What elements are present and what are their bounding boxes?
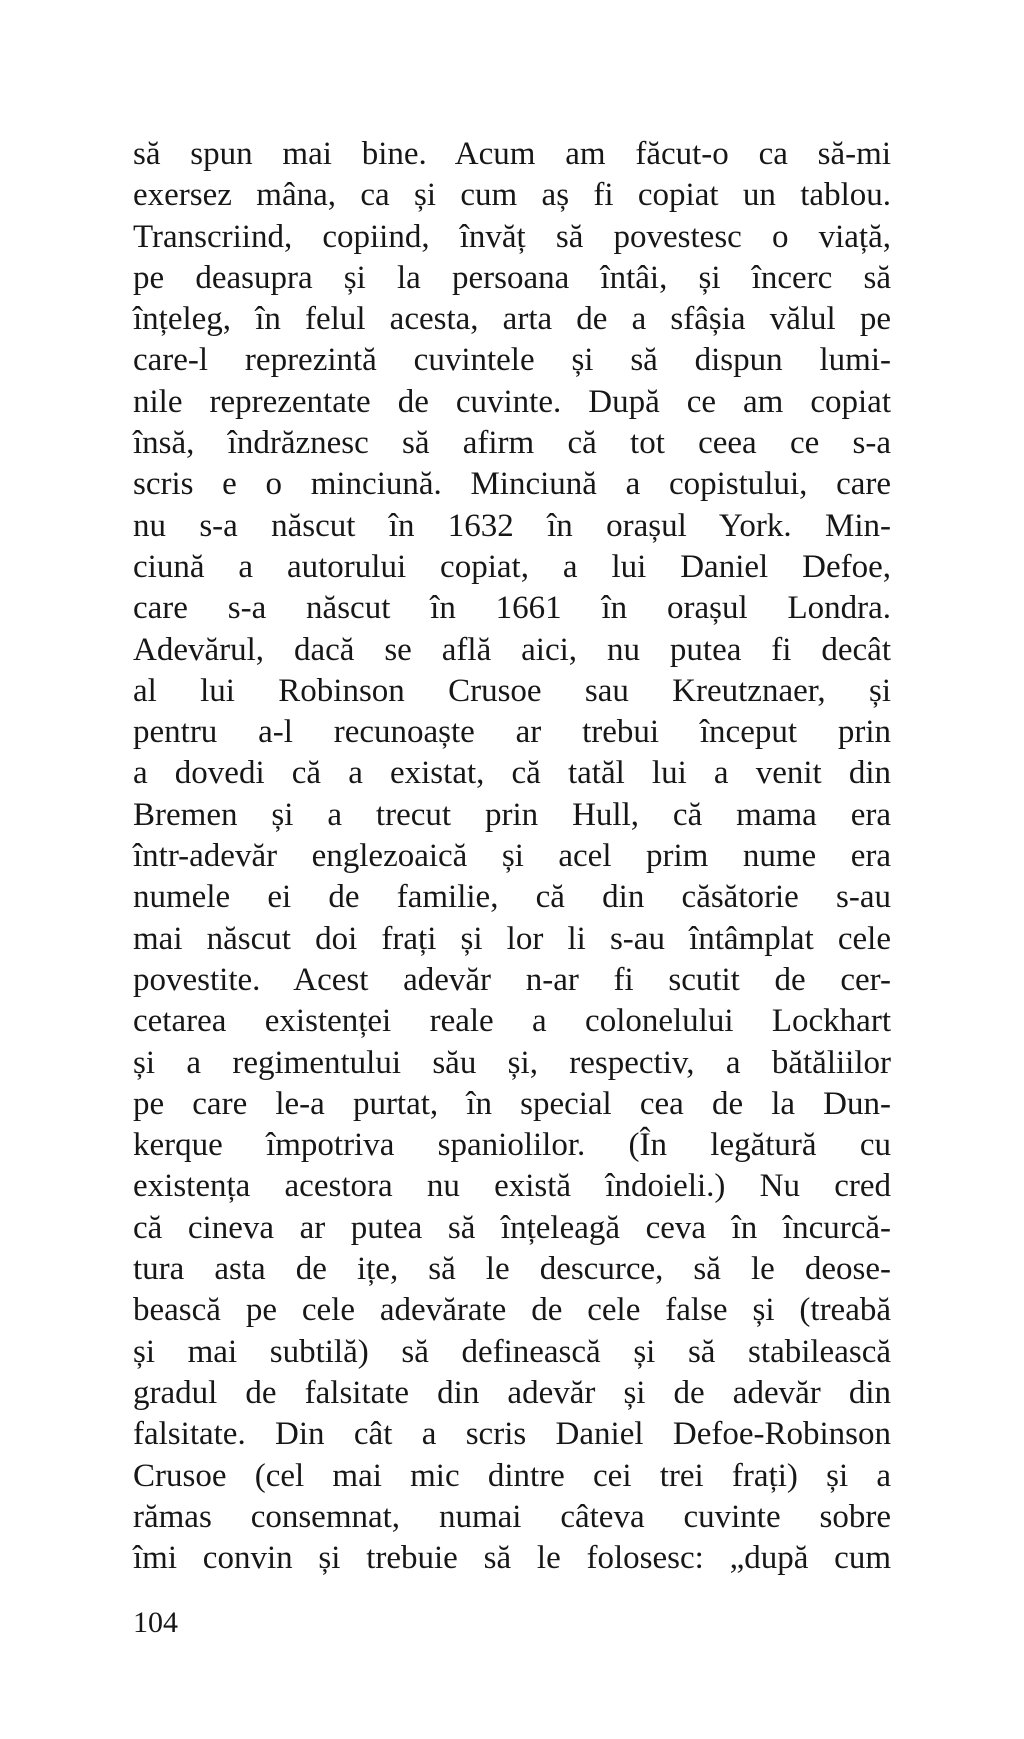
text-line: pe care le-a purtat, în special cea de la Dun- bbox=[133, 1085, 891, 1122]
text-line: Adevărul, dacă se află aici, nu putea fi decât bbox=[133, 631, 891, 668]
text-line: existența acestora nu există îndoieli.) Nu cred bbox=[133, 1168, 891, 1205]
text-line: ciună a autorului copiat, a lui Daniel Defoe, bbox=[133, 548, 891, 585]
text-line: înțeleg, în felul acesta, arta de a sfâșia vălul pe bbox=[133, 301, 891, 338]
text-line: falsitate. Din cât a scris Daniel Defoe-Robinson bbox=[133, 1416, 891, 1453]
text-line: mai născut doi frați și lor li s-au întâmplat cele bbox=[133, 920, 891, 957]
text-line: Bremen și a trecut prin Hull, că mama era bbox=[133, 796, 891, 833]
text-line: pe deasupra și la persoana întâi, și încerc să bbox=[133, 259, 891, 296]
text-line: rămas consemnat, numai câteva cuvinte sobre bbox=[133, 1498, 891, 1535]
text-line: a dovedi că a existat, că tatăl lui a venit din bbox=[133, 755, 891, 792]
text-line: al lui Robinson Crusoe sau Kreutznaer, și bbox=[133, 672, 891, 709]
page-text bbox=[133, 134, 891, 1579]
text-line: gradul de falsitate din adevăr și de adevăr din bbox=[133, 1374, 891, 1411]
text-line: scris e o minciună. Minciună a copistului, care bbox=[133, 466, 891, 503]
text-line: într-adevăr englezoaică și acel prim nume era bbox=[133, 838, 891, 875]
text-line: nu s-a născut în 1632 în orașul York. Min- bbox=[133, 507, 891, 544]
text-line: Crusoe (cel mai mic dintre cei trei frați) și a bbox=[133, 1457, 891, 1494]
text-line: care s-a născut în 1661 în orașul Londra. bbox=[133, 590, 891, 627]
text-line: tura asta de ițe, să le descurce, să le deose- bbox=[133, 1251, 891, 1288]
text-line: că cineva ar putea să înțeleagă ceva în încurcă- bbox=[133, 1209, 891, 1246]
text-line: nile reprezentate de cuvinte. După ce am copiat bbox=[133, 383, 891, 420]
text-line: Transcriind, copiind, învăț să povestesc o viață, bbox=[133, 218, 891, 255]
page-number: 104 bbox=[133, 1606, 178, 1639]
text-line: care-l reprezintă cuvintele și să dispun lumi- bbox=[133, 342, 891, 379]
text-line: cetarea existenței reale a colonelului Lockhart bbox=[133, 1003, 891, 1040]
text-line: să spun mai bine. Acum am făcut-o ca să-mi bbox=[133, 136, 891, 172]
text-line: pentru a-l recunoaște ar trebui început prin bbox=[133, 714, 891, 751]
text-line: și mai subtilă) să definească și să stabilească bbox=[133, 1333, 891, 1370]
text-line: însă, îndrăznesc să afirm că tot ceea ce s-a bbox=[133, 425, 891, 462]
text-line: îmi convin și trebuie să le folosesc: „după cum bbox=[133, 1540, 891, 1577]
text-line: exersez mâna, ca și cum aș fi copiat un tablou. bbox=[133, 177, 891, 214]
text-line: kerque împotriva spaniolilor. (În legătură cu bbox=[133, 1127, 891, 1164]
text-line: povestite. Acest adevăr n-ar fi scutit de cer- bbox=[133, 961, 891, 998]
text-line: și a regimentului său și, respectiv, a bătăliilor bbox=[133, 1044, 891, 1081]
text-line: numele ei de familie, că din căsătorie s-au bbox=[133, 879, 891, 916]
text-line: bească pe cele adevărate de cele false și (treabă bbox=[133, 1292, 891, 1329]
